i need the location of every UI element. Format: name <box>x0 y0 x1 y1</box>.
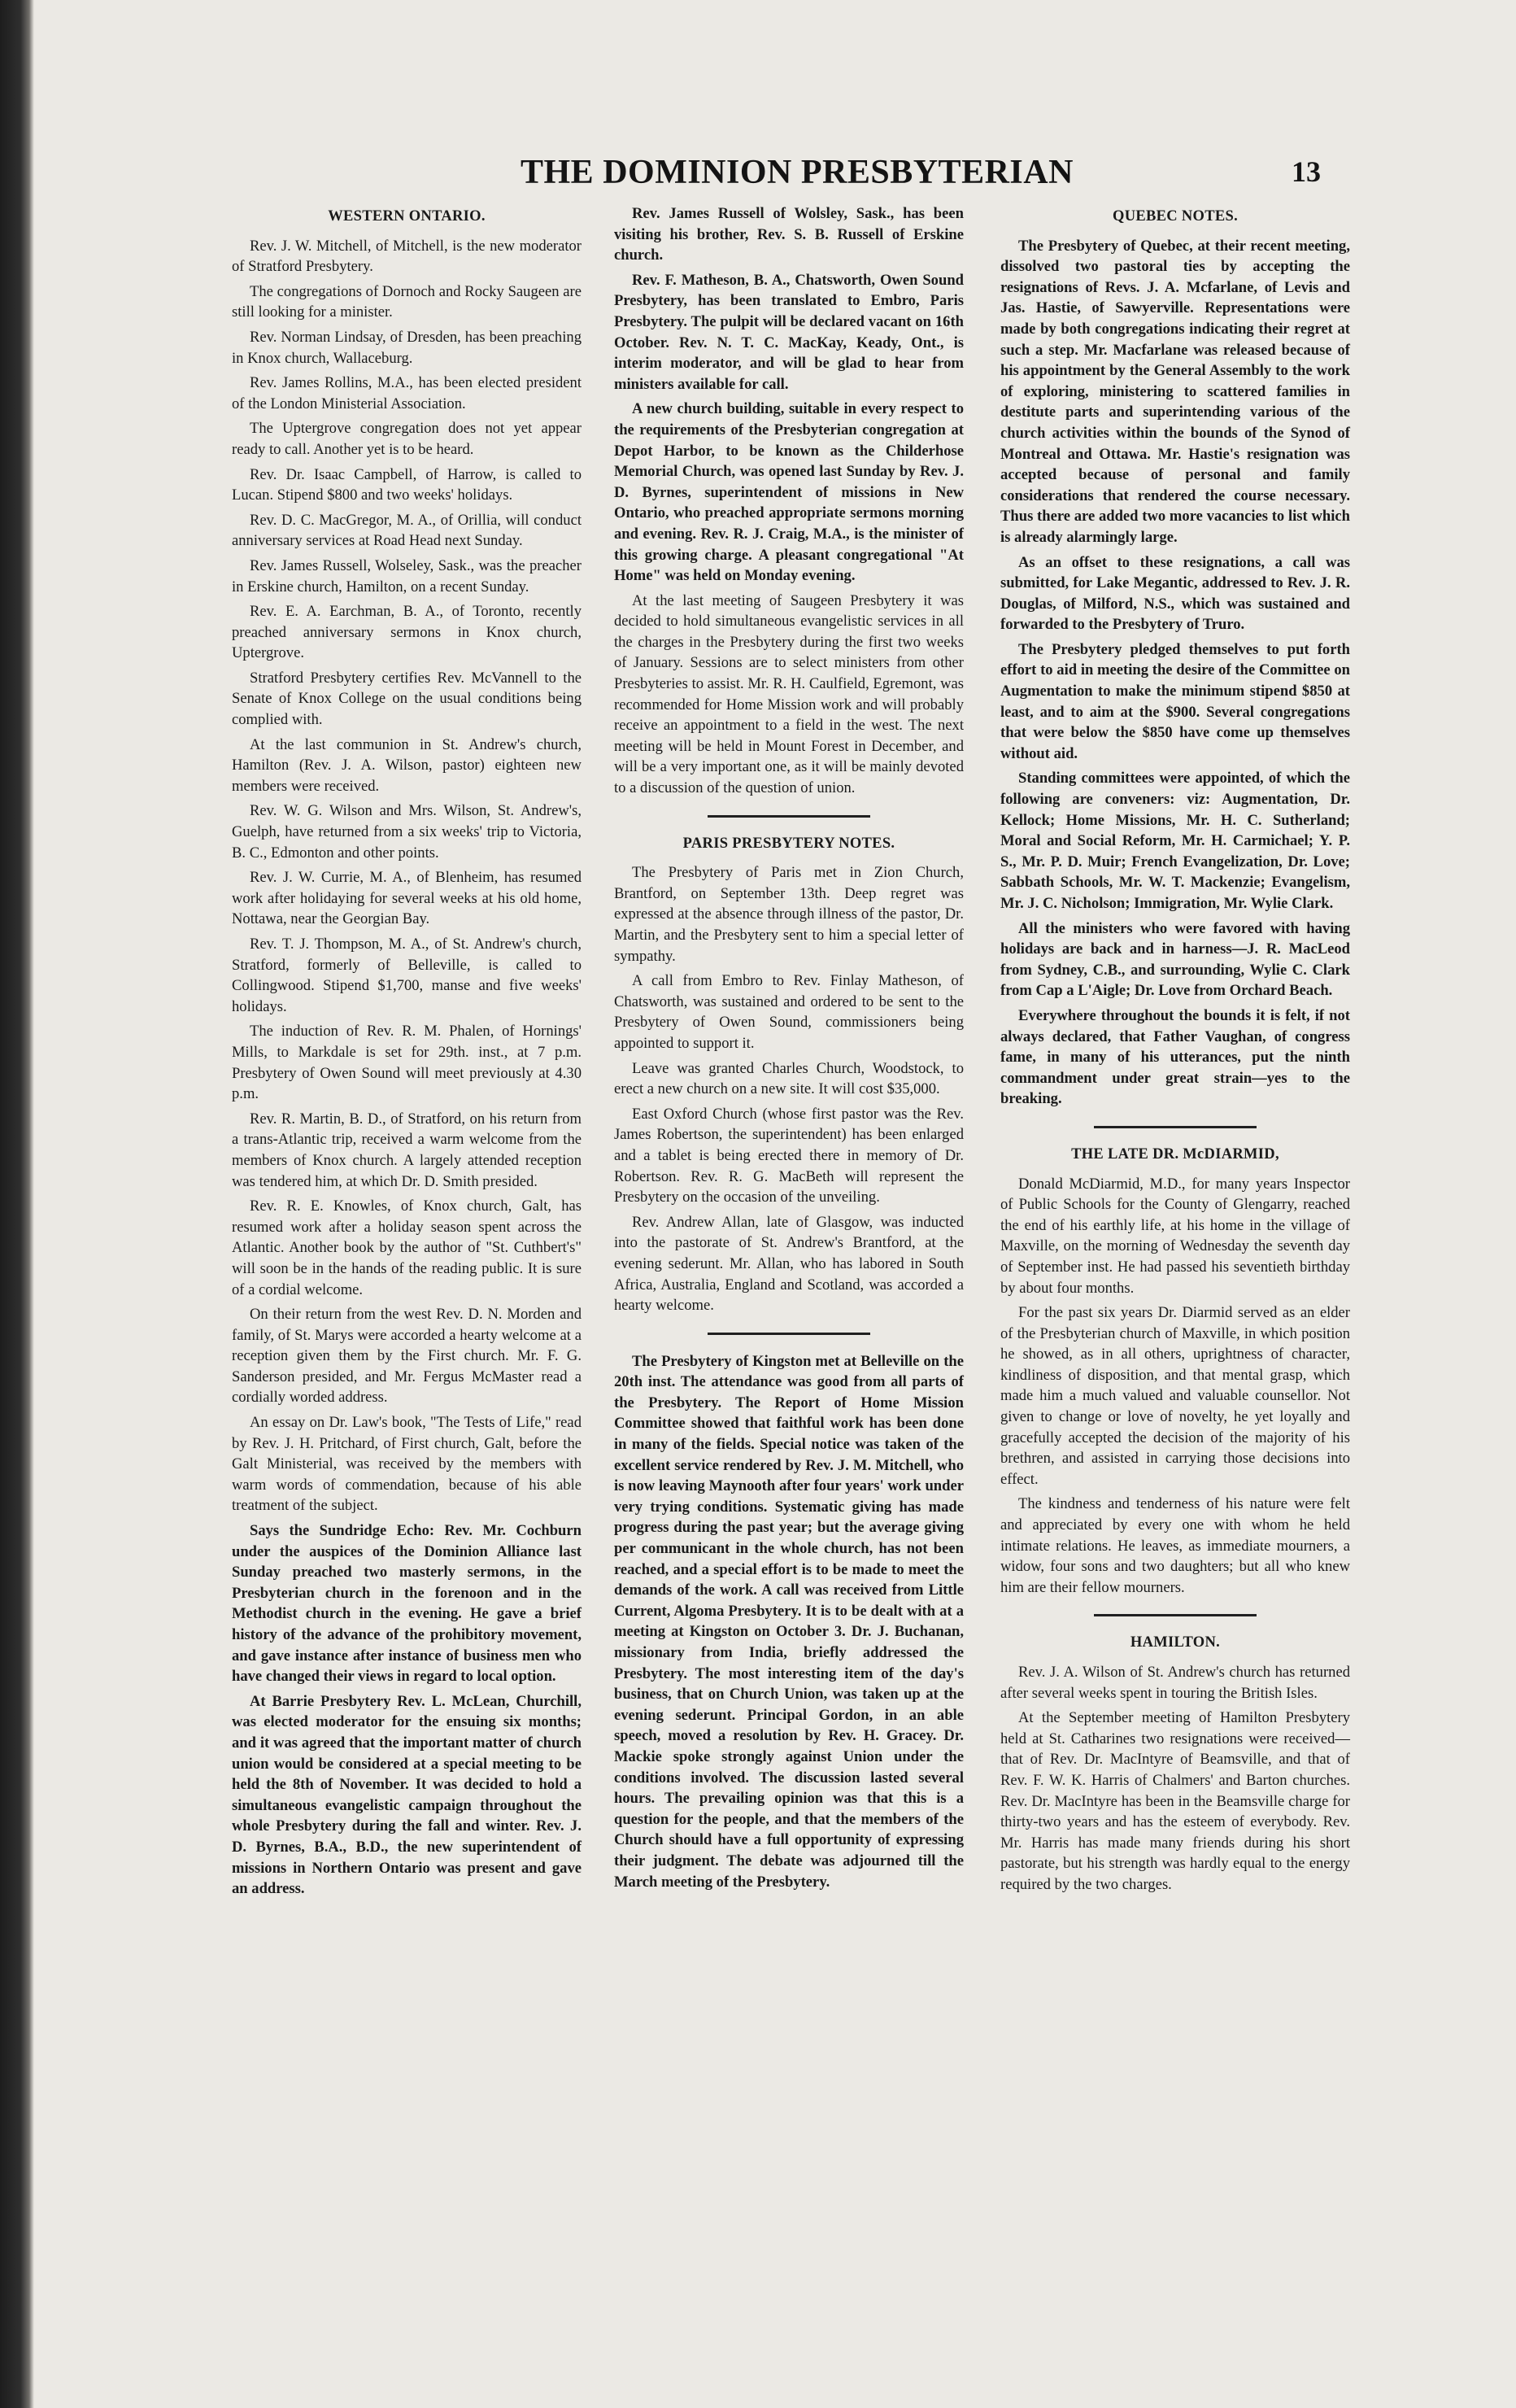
article-paragraph: Standing committees were appointed, of which the following are conveners: viz: Augmentation, Dr. Kellock; Home Missions, Mr. H. C. Sutherland; Moral and Social Reform, Mr. H. Carmichael; Y. P. S., Mr. P. D. Muir; French Evangelization, Dr. Love; Sabbath Schools, Mr. W. T. Mackenzie; Evangelism, Mr. J. C. Nicholson; Immigration, Mr. Wylie Clark. <box>1000 770 1350 912</box>
section-heading: THE LATE DR. McDIARMID, <box>1071 1145 1279 1163</box>
section-divider <box>1094 1126 1257 1128</box>
section-divider <box>708 815 870 818</box>
page-binding-edge <box>0 0 34 2408</box>
article-paragraph: At Barrie Presbytery Rev. L. McLean, Churchill, was elected moderator for the ensuing six months; and it was agreed that the important matter of church union would be considered at a special meeting to be held the 8th of November. It was decided to hold a simultaneous evangelistic campaign throughout the whole Presbytery during the fall and winter. Rev. J. D. Byrnes, B.A., B.D., the new superintendent of missions in Northern Ontario was present and gave an address. <box>232 1692 582 1898</box>
section-heading: HAMILTON. <box>1130 1634 1221 1651</box>
section-divider <box>1094 1614 1257 1616</box>
article-paragraph: Donald McDiarmid, M.D., for many years Inspector of Public Schools for the County of Glengarry, reached the end of his earthly life, at his home in the village of Maxville, on the morning of Wednesday the seventh day of September inst. He had passed his seventieth birthday by about four months. <box>1000 1175 1350 1297</box>
article-paragraph: The kindness and tenderness of his nature were felt and appreciated by every one with whom he held intimate relations. He leaves, as immediate mourners, a widow, four sons and two daughters; but all who knew him are their fellow mourners. <box>1000 1495 1350 1596</box>
article-paragraph: A new church building, suitable in every respect to the requirements of the Presbyterian congregation at Depot Harbor, to be known as the Childerhose Memorial Church, was opened last Sunday by Rev. J. D. Byrnes, superintendent of missions in New Ontario, who preached appropriate sermons morning and evening. Rev. R. J. Craig, M.A., is the minister of this growing charge. A pleasant congregational "At Home" was held on Monday evening. <box>614 400 964 585</box>
column-3 <box>1000 203 1350 1900</box>
article-paragraph: Leave was granted Charles Church, Woodstock, to erect a new church on a new site. It will cost $35,000. <box>614 1059 964 1098</box>
article-paragraph: The congregations of Dornoch and Rocky Saugeen are still looking for a minister. <box>232 282 582 321</box>
article-paragraph: Says the Sundridge Echo: Rev. Mr. Cochburn under the auspices of the Dominion Alliance last Sunday preached two masterly sermons, in the Presbyterian church in the forenoon and in the Methodist church in the evening. He gave a brief history of the advance of the prohibitory movement, and gave instance after instance of business men who have changed their views in regard to local option. <box>232 1522 582 1686</box>
article-paragraph: The Presbytery of Quebec, at their recent meeting, dissolved two pastoral ties by accepting the resignations of Revs. J. A. Mcfarlane, of Levis and Jas. Hastie, of Sawyerville. Representations were made by both congregations indicating their regret at such a step. Mr. Macfarlane was released because of his appointment by the General Assembly to the work of exploring, ministering to scattered families in destitute parts and superintending various of the church activities within the bounds of the Synod of Montreal and Ottawa. Mr. Hastie's resignation was accepted because of personal and family considerations that rendered the course necessary. Thus there are added two more vacancies to list which is already alarmingly large. <box>1000 237 1350 546</box>
article-paragraph: A call from Embro to Rev. Finlay Matheson, of Chatsworth, was sustained and ordered to be sent to the Presbytery of Owen Sound, commissioners being appointed to support it. <box>614 972 964 1052</box>
section-heading: QUEBEC NOTES. <box>1113 208 1238 225</box>
masthead-title: THE DOMINION PRESBYTERIAN <box>521 154 1074 191</box>
section-divider <box>708 1333 870 1335</box>
article-paragraph: Rev. Dr. Isaac Campbell, of Harrow, is called to Lucan. Stipend $800 and two weeks' holidays. <box>232 465 582 504</box>
article-paragraph: East Oxford Church (whose first pastor was the Rev. James Robertson, the superintendent) has been enlarged and a tablet is being erected there in memory of Dr. Robertson. Rev. R. G. MacBeth will represent the Presbytery on the occasion of the unveiling. <box>614 1105 964 1206</box>
article-paragraph: Rev. E. A. Earchman, B. A., of Toronto, recently preached anniversary sermons in Knox church, Uptergrove. <box>232 603 582 662</box>
article-paragraph: On their return from the west Rev. D. N. Morden and family, of St. Marys were accorded a hearty welcome at a reception given them by the First church. Mr. F. G. Sanderson presided, and Mr. Fergus McMaster read a cordially worded address. <box>232 1306 582 1407</box>
article-paragraph: Rev. R. Martin, B. D., of Stratford, on his return from a trans-Atlantic trip, received a warm welcome from the members of Knox church. A largely attended reception was tendered him, at which Dr. D. Smith presided. <box>232 1110 582 1190</box>
article-paragraph: Rev. J. W. Mitchell, of Mitchell, is the new moderator of Stratford Presbytery. <box>232 237 582 276</box>
article-paragraph: At the last communion in St. Andrew's church, Hamilton (Rev. J. A. Wilson, pastor) eighteen new members were received. <box>232 735 582 795</box>
article-paragraph: The Presbytery pledged themselves to put forth effort to aid in meeting the desire of the Committee on Augmentation to make the minimum stipend $850 at least, and to aim at the $900. Several congregations that were below the $850 have come up themselves without aid. <box>1000 640 1350 762</box>
article-paragraph: An essay on Dr. Law's book, "The Tests of Life," read by Rev. J. H. Pritchard, of First church, Galt, before the Galt Ministerial, was received by the members with warm words of commendation, because of his able treatment of the subject. <box>232 1414 582 1515</box>
article-paragraph: Rev. Norman Lindsay, of Dresden, has been preaching in Knox church, Wallaceburg. <box>232 328 582 367</box>
column-2 <box>614 203 964 1896</box>
article-paragraph: All the ministers who were favored with having holidays are back and in harness—J. R. MacLeod from Sydney, C.B., and surrounding, Wylie C. Clark from Cap a L'Aigle; Dr. Love from Orchard Beach. <box>1000 919 1350 1000</box>
article-paragraph: Stratford Presbytery certifies Rev. McVannell to the Senate of Knox College on the usual conditions being complied with. <box>232 669 582 729</box>
column-1 <box>232 203 582 1904</box>
article-paragraph: Rev. T. J. Thompson, M. A., of St. Andrew's church, Stratford, formerly of Belleville, is called to Collingwood. Stipend $1,700, manse and five weeks' holidays. <box>232 936 582 1015</box>
section-heading: PARIS PRESBYTERY NOTES. <box>682 835 895 852</box>
article-paragraph: Rev. J. W. Currie, M. A., of Blenheim, has resumed work after holidaying for several weeks at his old home, Nottawa, near the Georgian Bay. <box>232 869 582 928</box>
article-paragraph: Rev. Andrew Allan, late of Glasgow, was inducted into the pastorate of St. Andrew's Brantford, at the evening sederunt. Mr. Allan, who has labored in South Africa, Australia, England and Scotland, was accorded a hearty welcome. <box>614 1213 964 1315</box>
article-paragraph: Rev. J. A. Wilson of St. Andrew's church has returned after several weeks spent in touring the British Isles. <box>1000 1664 1350 1702</box>
article-paragraph: Rev. R. E. Knowles, of Knox church, Galt, has resumed work after a holiday season spent across the Atlantic. Another book by the author of "St. Cuthbert's" will soon be in the hands of the reading public. It is sure of a cordial welcome. <box>232 1197 582 1298</box>
article-paragraph: Rev. F. Matheson, B. A., Chatsworth, Owen Sound Presbytery, has been translated to Embro, Paris Presbytery. The pulpit will be declared vacant on 16th October. Rev. N. T. C. MacKay, Keady, Ont., is interim moderator, and will be glad to hear from ministers available for call. <box>614 271 964 393</box>
article-paragraph: Everywhere throughout the bounds it is felt, if not always declared, that Father Vaughan, of congress fame, in many of his utterances, put the ninth commandment under great strain—yes to the breaking. <box>1000 1006 1350 1108</box>
article-paragraph: Rev. James Russell, Wolseley, Sask., was the preacher in Erskine church, Hamilton, on a recent Sunday. <box>232 556 582 595</box>
article-paragraph: As an offset to these resignations, a call was submitted, for Lake Megantic, addressed to Rev. J. R. Douglas, of Milford, N.S., which was sustained and forwarded to the Presbytery of Truro. <box>1000 553 1350 634</box>
article-paragraph: Rev. James Russell of Wolsley, Sask., has been visiting his brother, Rev. S. B. Russell of Erskine church. <box>614 205 964 264</box>
article-paragraph: The Uptergrove congregation does not yet appear ready to call. Another yet is to be heard. <box>232 420 582 458</box>
article-paragraph: Rev. D. C. MacGregor, M. A., of Orillia, will conduct anniversary services at Road Head next Sunday. <box>232 511 582 550</box>
article-paragraph: The Presbytery of Paris met in Zion Church, Brantford, on September 13th. Deep regret was expressed at the absence through illness of the pastor, Dr. Martin, and the Presbytery sent to him a special letter of sympathy. <box>614 864 964 965</box>
article-paragraph: For the past six years Dr. Diarmid served as an elder of the Presbyterian church of Maxville, in which position he showed, as in all others, uprightness of character, kindliness of disposition, and that mental grasp, which made him a much valued and valuable counsellor. Not given to change or love of novelty, he yet loyally and gracefully accepted the decision of the majority of his brethren, and assisted in carrying those decisions into effect. <box>1000 1304 1350 1488</box>
article-paragraph: The Presbytery of Kingston met at Belleville on the 20th inst. The attendance was good from all parts of the Presbytery. The Report of Home Mission Committee showed that faithful work has been done in many of the fields. Special notice was taken of the excellent service rendered by Rev. J. M. Mitchell, who is now leaving Maynooth after four years' work under very trying conditions. Systematic giving has made progress during the past year; but the average giving per communicant in the whole church, has not been reached, and a special effort is to be made to meet the demands of the work. A call was received from Little Current, Algoma Presbytery. It is to be dealt with at a meeting at Kingston on October 3. Dr. J. Buchanan, missionary from India, briefly addressed the Presbytery. The most interesting item of the day's business, that on Church Union, was taken up at the evening sederunt. Principal Gordon, in an able speech, moved a resolution by Rev. H. Gracey. Dr. Mackie spoke strongly against Union under the conditions involved. The discussion lasted several hours. The prevailing opinion was that this is a question for the people, and that the members of the Church should have a full opportunity of expressing their judgment. The debate was adjourned till the March meeting of the Presbytery. <box>614 1352 964 1891</box>
article-paragraph: Rev. W. G. Wilson and Mrs. Wilson, St. Andrew's, Guelph, have returned from a six weeks' trip to Victoria, B. C., Edmonton and other points. <box>232 802 582 862</box>
article-paragraph: The induction of Rev. R. M. Phalen, of Hornings' Mills, to Markdale is set for 29th. inst., at 7 p.m. Presbytery of Owen Sound will meet previously at 4.30 p.m. <box>232 1023 582 1103</box>
article-paragraph: At the last meeting of Saugeen Presbytery it was decided to hold simultaneous evangelistic services in all the charges in the Presbytery during the first two weeks of January. Sessions are to select ministers from other Presbyteries to assist. Mr. R. H. Caulfield, Egremont, was recommended for Home Mission work and will probably receive an appointment to a field in the west. The next meeting will be held in Mount Forest in December, and will be a very important one, as it will be mainly devoted to a discussion of the question of union. <box>614 591 964 797</box>
article-paragraph: Rev. James Rollins, M.A., has been elected president of the London Ministerial Association. <box>232 374 582 412</box>
section-heading: WESTERN ONTARIO. <box>328 208 486 225</box>
page-number: 13 <box>1292 155 1321 188</box>
article-paragraph: At the September meeting of Hamilton Presbytery held at St. Catharines two resignations were received—that of Rev. Dr. MacIntyre of Beamsville, and that of Rev. F. W. K. Harris of Chalmers' and Barton churches. Rev. Dr. MacIntyre has been in the Beamsville charge for thirty-two years and has the esteem of everybody. Rev. Mr. Harris has made many friends during his short pastorate, but his strength was hardly equal to the energy required by the two charges. <box>1000 1709 1350 1893</box>
